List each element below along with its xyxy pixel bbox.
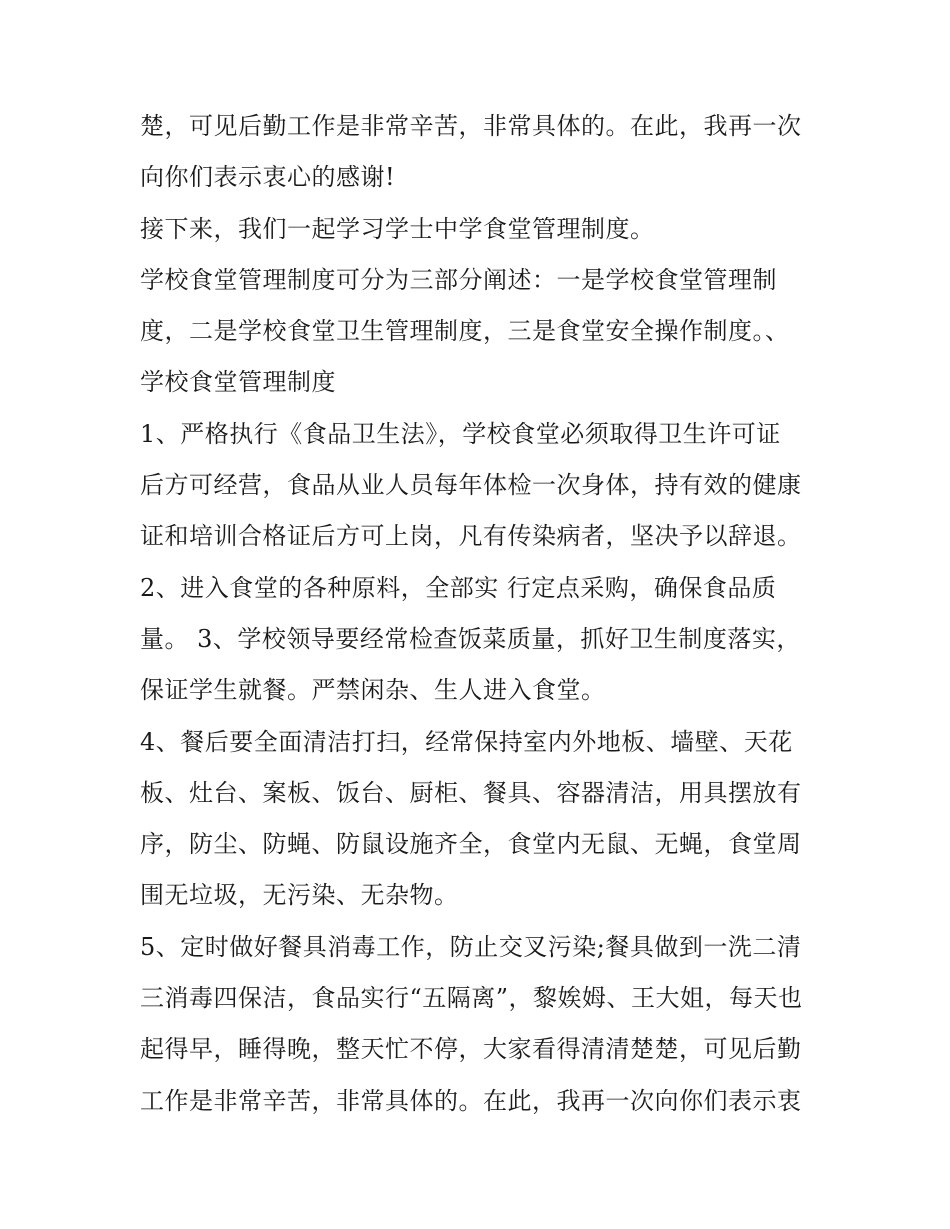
- text-line: 学校食堂管理制度可分为三部分阐述：一是学校食堂管理制: [140, 265, 777, 294]
- text-line: 工作是非常辛苦，非常具体的。在此，我再一次向你们表示衷: [140, 1086, 802, 1115]
- text-line: 5、定时做好餐具消毒工作，防止交叉污染;餐具做到一洗二清: [140, 932, 802, 961]
- document-body: [140, 101, 830, 1127]
- section-heading: 学校食堂管理制度: [140, 368, 336, 397]
- text-line: 接下来，我们一起学习学士中学食堂管理制度。: [140, 214, 655, 243]
- text-line: 2、进入食堂的各种原料，全部实 行定点采购，确保食品质: [140, 573, 777, 602]
- text-line: 保证学生就餐。严禁闲杂、生人进入食堂。: [140, 676, 606, 705]
- text-line: 起得早，睡得晚，整天忙不停，大家看得清清楚楚，可见后勤: [140, 1035, 802, 1064]
- text-line: 围无垃圾，无污染、无杂物。: [140, 881, 459, 910]
- text-line: 后方可经营，食品从业人员每年体检一次身体，持有效的健康: [140, 471, 802, 500]
- text-line: 证和培训合格证后方可上岗，凡有传染病者，坚决予以辞退。: [140, 522, 802, 551]
- text-line: 度，二是学校食堂卫生管理制度，三是食堂安全操作制度。、: [140, 317, 790, 346]
- text-line: 向你们表示衷心的感谢!: [140, 163, 396, 192]
- text-line: 1、严格执行《食品卫生法》，学校食堂必须取得卫生许可证: [140, 419, 781, 448]
- text-line: 序，防尘、防蝇、防鼠设施齐全，食堂内无鼠、无蝇，食堂周: [140, 830, 802, 859]
- text-line: 三消毒四保洁，食品实行“五隔离”，黎娭姆、王大姐，每天也: [140, 984, 803, 1013]
- text-line: 板、灶台、案板、饭台、厨柜、餐具、容器清洁，用具摆放有: [140, 778, 802, 807]
- text-line: 4、餐后要全面清洁打扫，经常保持室内外地板、墙壁、天花: [140, 727, 793, 756]
- text-line: 楚，可见后勤工作是非常辛苦，非常具体的。在此，我再一次: [140, 112, 802, 140]
- text-line: 量。 3、学校领导要经常检查饭菜质量，抓好卫生制度落实，: [140, 624, 801, 653]
